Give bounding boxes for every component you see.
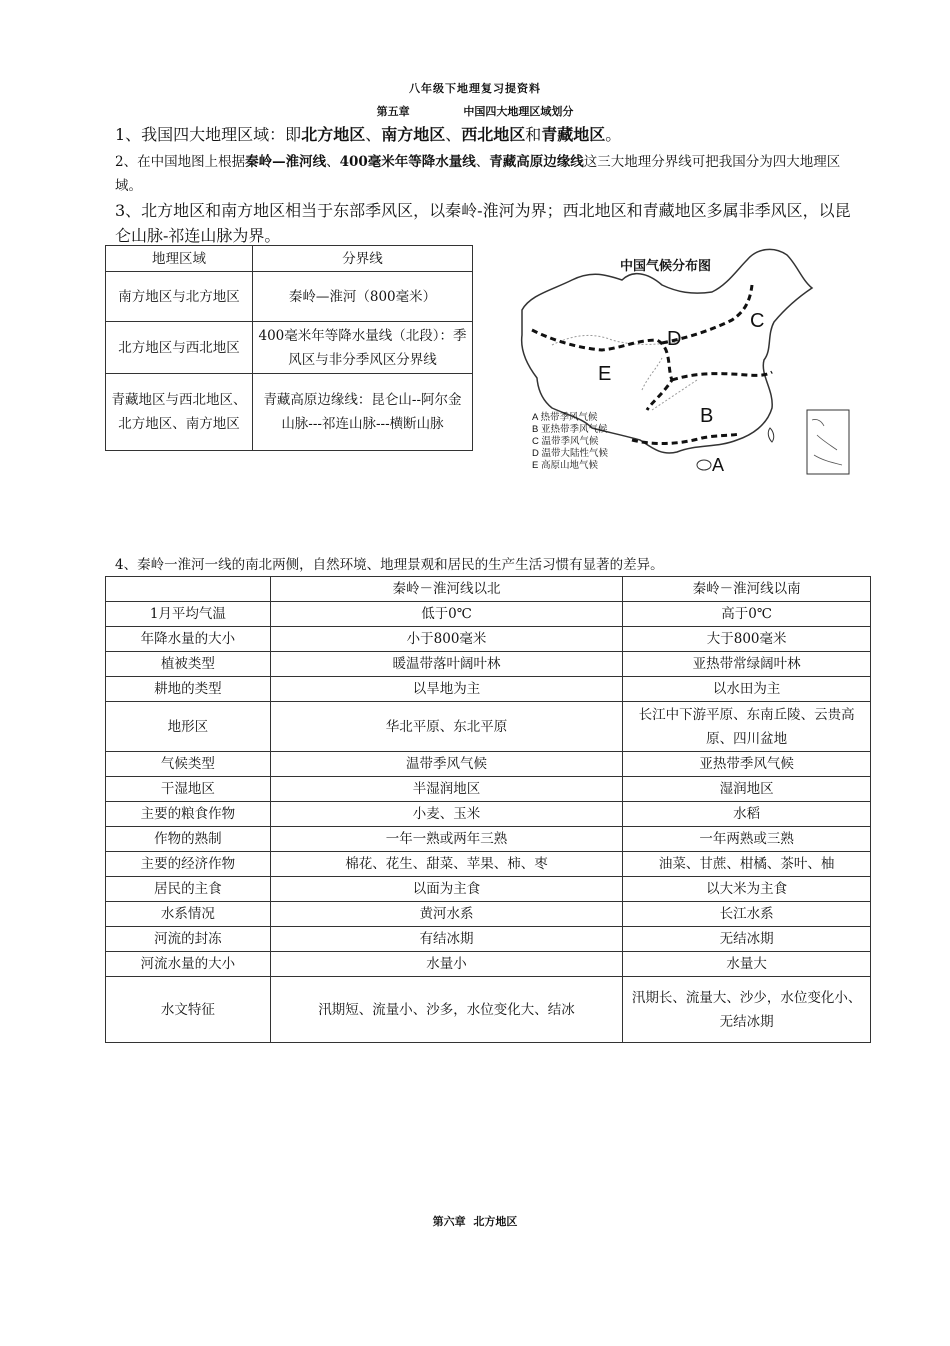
table-cell: 小麦、玉米 bbox=[270, 802, 623, 827]
chapter-6-title: 第六章 北方地区 bbox=[432, 1215, 518, 1228]
table-row bbox=[106, 652, 871, 677]
map-title: 中国气候分布图 bbox=[620, 258, 712, 273]
chapter-5-title bbox=[0, 103, 950, 119]
table-cell: 亚热带季风气候 bbox=[623, 752, 871, 777]
table-header: 分界线 bbox=[253, 246, 473, 272]
table-row bbox=[106, 977, 871, 1043]
row-label: 主要的粮食作物 bbox=[106, 802, 271, 827]
table-cell: 大于800毫米 bbox=[623, 627, 871, 652]
hainan-island bbox=[697, 460, 711, 470]
table-row bbox=[106, 777, 871, 802]
table-cell: 青藏地区与西北地区、北方地区、南方地区 bbox=[106, 374, 253, 451]
map-legend-item: E 高原山地气候 bbox=[532, 460, 598, 471]
paragraph-2: 2、在中国地图上根据秦岭—淮河线、400毫米年等降水量线、青藏高原边缘线这三大地理分界线可把我国分为四大地理区域。 bbox=[115, 154, 841, 194]
paragraph-3: 3、北方地区和南方地区相当于东部季风区，以秦岭-淮河为界；西北地区和青藏地区多属非季风区，以昆仑山脉-祁连山脉为界。 bbox=[115, 201, 851, 245]
table-cell: 北方地区与西北地区 bbox=[106, 322, 253, 374]
map-label-A: A bbox=[712, 455, 725, 475]
table-cell: 秦岭—淮河（800毫米） bbox=[253, 272, 473, 322]
taiwan-island bbox=[768, 428, 773, 442]
paragraph-4: 4、秦岭一淮河一线的南北两侧，自然环境、地理景观和居民的生产生活习惯有显著的差异。 bbox=[115, 557, 664, 573]
table-header: 秦岭－淮河线以南 bbox=[623, 577, 871, 602]
row-label: 气候类型 bbox=[106, 752, 271, 777]
table-cell: 水量大 bbox=[623, 952, 871, 977]
table-row bbox=[106, 927, 871, 952]
table-cell: 水量小 bbox=[270, 952, 623, 977]
table-cell: 以旱地为主 bbox=[270, 677, 623, 702]
table-row bbox=[106, 827, 871, 852]
row-label: 河流水量的大小 bbox=[106, 952, 271, 977]
map-legend-item: B 亚热带季风气候 bbox=[532, 424, 608, 435]
table-cell: 棉花、花生、甜菜、苹果、柿、枣 bbox=[270, 852, 623, 877]
row-label: 耕地的类型 bbox=[106, 677, 271, 702]
table-header bbox=[106, 577, 271, 602]
table-cell: 以水田为主 bbox=[623, 677, 871, 702]
map-legend-item: A 热带季风气候 bbox=[532, 412, 598, 423]
map-label-D: D bbox=[667, 328, 682, 350]
table-cell: 汛期短、流量小、沙多，水位变化大、结冰 bbox=[270, 977, 623, 1043]
table-cell: 无结冰期 bbox=[623, 927, 871, 952]
table-cell: 青藏高原边缘线：昆仑山--阿尔金山脉---祁连山脉---横断山脉 bbox=[253, 374, 473, 451]
map-label-B: B bbox=[700, 405, 714, 427]
china-climate-map bbox=[512, 240, 857, 480]
table-row bbox=[106, 902, 871, 927]
row-label: 水系情况 bbox=[106, 902, 271, 927]
table-row bbox=[106, 677, 871, 702]
row-label: 作物的熟制 bbox=[106, 827, 271, 852]
map-legend-item: C 温带季风气候 bbox=[532, 436, 599, 447]
region-northwest: 西北地区 bbox=[461, 125, 526, 144]
row-label: 居民的主食 bbox=[106, 877, 271, 902]
table-cell: 有结冰期 bbox=[270, 927, 623, 952]
table-cell: 小于800毫米 bbox=[270, 627, 623, 652]
table-cell: 湿润地区 bbox=[623, 777, 871, 802]
table-header: 地理区域 bbox=[106, 246, 253, 272]
table-cell: 温带季风气候 bbox=[270, 752, 623, 777]
table-row bbox=[106, 802, 871, 827]
document-title: 八年级下地理复习提资料 bbox=[409, 82, 541, 95]
region-south: 南方地区 bbox=[381, 125, 446, 144]
comparison-table bbox=[105, 576, 871, 1043]
table-header: 秦岭－淮河线以北 bbox=[270, 577, 623, 602]
table-cell: 长江中下游平原、东南丘陵、云贵高原、四川盆地 bbox=[623, 702, 871, 752]
row-label: 1月平均气温 bbox=[106, 602, 271, 627]
table-cell: 半湿润地区 bbox=[270, 777, 623, 802]
paragraph-1: 1、我国四大地理区域：即北方地区、南方地区、西北地区和青藏地区。 bbox=[115, 125, 622, 144]
table-cell: 以大米为主食 bbox=[623, 877, 871, 902]
row-label: 地形区 bbox=[106, 702, 271, 752]
row-label: 水文特征 bbox=[106, 977, 271, 1043]
table-cell: 低于0℃ bbox=[270, 602, 623, 627]
row-label: 植被类型 bbox=[106, 652, 271, 677]
table-row bbox=[106, 627, 871, 652]
table-row bbox=[106, 702, 871, 752]
boundary-400mm: 400毫米年等降水量线 bbox=[339, 154, 476, 170]
table-cell: 水稻 bbox=[623, 802, 871, 827]
boundary-qinling-huaihe: 秦岭—淮河线 bbox=[245, 154, 327, 170]
map-legend-item: D 温带大陆性气候 bbox=[532, 448, 609, 459]
boundary-plateau-edge: 青藏高原边缘线 bbox=[489, 154, 584, 170]
table-cell: 油菜、甘蔗、柑橘、茶叶、柚 bbox=[623, 852, 871, 877]
region-north: 北方地区 bbox=[301, 125, 366, 144]
row-label: 年降水量的大小 bbox=[106, 627, 271, 652]
table-cell: 亚热带常绿阔叶林 bbox=[623, 652, 871, 677]
table-row bbox=[106, 877, 871, 902]
table-cell: 黄河水系 bbox=[270, 902, 623, 927]
table-cell: 一年两熟或三熟 bbox=[623, 827, 871, 852]
chapter-5-name: 中国四大地理区域划分 bbox=[463, 105, 574, 118]
table-row bbox=[106, 952, 871, 977]
table-row bbox=[106, 602, 871, 627]
table-cell: 长江水系 bbox=[623, 902, 871, 927]
table-cell: 400毫米年等降水量线（北段）：季风区与非分季风区分界线 bbox=[253, 322, 473, 374]
row-label: 主要的经济作物 bbox=[106, 852, 271, 877]
table-cell: 暖温带落叶阔叶林 bbox=[270, 652, 623, 677]
table-cell: 一年一熟或两年三熟 bbox=[270, 827, 623, 852]
map-label-C: C bbox=[750, 310, 765, 332]
table-cell: 华北平原、东北平原 bbox=[270, 702, 623, 752]
table-row bbox=[106, 752, 871, 777]
table-cell: 汛期长、流量大、沙少，水位变化小、无结冰期 bbox=[623, 977, 871, 1043]
table-row bbox=[106, 852, 871, 877]
row-label: 河流的封冻 bbox=[106, 927, 271, 952]
boundary-table bbox=[105, 245, 473, 451]
table-header-row bbox=[106, 577, 871, 602]
chapter-5-number: 第五章 bbox=[376, 105, 410, 118]
map-label-E: E bbox=[598, 363, 612, 385]
table-cell: 高于0℃ bbox=[623, 602, 871, 627]
table-cell: 南方地区与北方地区 bbox=[106, 272, 253, 322]
row-label: 干湿地区 bbox=[106, 777, 271, 802]
table-cell: 以面为主食 bbox=[270, 877, 623, 902]
region-qingzang: 青藏地区 bbox=[541, 125, 606, 144]
